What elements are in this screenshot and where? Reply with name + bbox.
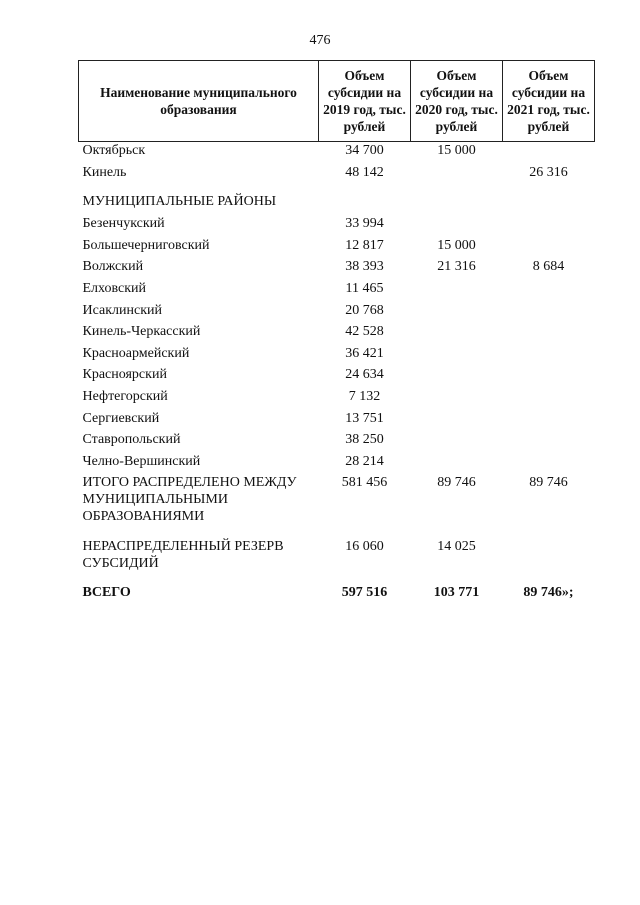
table-row xyxy=(79,215,595,237)
municipality-name: Кинель-Черкасский xyxy=(82,324,201,340)
value-2019: 36 421 xyxy=(345,345,384,361)
value-2020 xyxy=(411,280,503,302)
table-row xyxy=(79,431,595,453)
value-2021 xyxy=(503,302,595,324)
municipality-name: Нефтегорский xyxy=(82,388,168,404)
municipality-name: Елховский xyxy=(82,280,147,296)
total-2019: 597 516 xyxy=(341,585,388,601)
value-2019: 20 768 xyxy=(345,302,384,318)
municipality-name: Красноармейский xyxy=(82,345,190,361)
table-row xyxy=(79,280,595,302)
reserve-label: НЕРАСПРЕДЕЛЕННЫЙ РЕЗЕРВ СУБСИДИЙ xyxy=(82,539,284,572)
value-2020 xyxy=(411,164,503,186)
value-2019: 12 817 xyxy=(345,237,384,253)
value-2019: 13 751 xyxy=(345,410,384,426)
value-2020 xyxy=(411,388,503,410)
reserve-row xyxy=(79,530,595,580)
header-2019: Объем субсидии на 2019 год, тыс. рублей xyxy=(319,61,411,142)
table-row xyxy=(79,302,595,324)
value-2020 xyxy=(411,345,503,367)
section-title-districts: МУНИЦИПАЛЬНЫЕ РАЙОНЫ xyxy=(82,194,277,210)
value-2019: 38 250 xyxy=(345,432,384,448)
subtotal-row xyxy=(79,474,595,530)
value-2021 xyxy=(503,215,595,237)
subtotal-2021: 89 746 xyxy=(529,475,568,491)
value-2019: 11 465 xyxy=(345,280,384,296)
total-label: ВСЕГО xyxy=(82,585,131,601)
section-row xyxy=(79,185,595,215)
value-2021 xyxy=(503,388,595,410)
municipality-name: Челно-Вершинский xyxy=(82,453,201,469)
value-2020: 15 000 xyxy=(437,143,476,158)
municipality-name: Большечерниговский xyxy=(82,237,210,253)
reserve-2020: 14 025 xyxy=(437,539,476,555)
table-body xyxy=(79,142,595,603)
value-2019: 24 634 xyxy=(345,367,384,383)
municipality-name: Безенчукский xyxy=(82,216,165,232)
table-row xyxy=(79,388,595,410)
value-2021 xyxy=(503,431,595,453)
subsidies-table xyxy=(78,60,595,602)
table-row xyxy=(79,345,595,367)
value-2020 xyxy=(411,453,503,475)
table-row xyxy=(79,410,595,432)
value-2021 xyxy=(503,410,595,432)
value-2021 xyxy=(503,237,595,259)
table-row xyxy=(79,164,595,186)
total-row xyxy=(79,580,595,602)
value-2019: 38 393 xyxy=(345,259,384,275)
municipality-name: Исаклинский xyxy=(82,302,162,318)
table-row xyxy=(79,323,595,345)
value-2019: 33 994 xyxy=(345,216,384,232)
value-2019: 42 528 xyxy=(345,324,384,340)
value-2021 xyxy=(503,366,595,388)
value-2021 xyxy=(503,323,595,345)
table-row xyxy=(79,258,595,280)
value-2019: 28 214 xyxy=(345,453,384,469)
subtotal-label: ИТОГО РАСПРЕДЕЛЕНО МЕЖДУ МУНИЦИПАЛЬНЫМИ ОБРАЗОВАНИЯМИ xyxy=(82,475,297,525)
value-2019: 34 700 xyxy=(345,143,384,158)
total-2020: 103 771 xyxy=(433,585,480,601)
total-2021: 89 746»; xyxy=(523,585,574,601)
page-number: 476 xyxy=(309,33,331,48)
value-2019: 7 132 xyxy=(348,388,381,404)
municipality-name: Волжский xyxy=(82,259,144,275)
value-2020 xyxy=(411,410,503,432)
value-2020 xyxy=(411,302,503,324)
subtotal-2019: 581 456 xyxy=(341,475,388,491)
header-2021: Объем субсидии на 2021 год, тыс. рублей xyxy=(503,61,595,142)
table-row xyxy=(79,366,595,388)
value-2020 xyxy=(411,431,503,453)
value-2021 xyxy=(503,453,595,475)
municipality-name: Ставропольский xyxy=(82,432,181,448)
value-2021 xyxy=(503,345,595,367)
subtotal-2020: 89 746 xyxy=(437,475,476,491)
value-2020 xyxy=(411,366,503,388)
value-2020: 15 000 xyxy=(437,237,476,253)
table-row xyxy=(79,453,595,475)
municipality-name: Октябрьск xyxy=(82,143,146,158)
value-2020: 21 316 xyxy=(437,259,476,275)
table-row xyxy=(79,237,595,259)
value-2021: 8 684 xyxy=(532,259,565,275)
municipality-name: Красноярский xyxy=(82,367,167,383)
value-2021 xyxy=(503,142,595,164)
table-row xyxy=(79,142,595,164)
municipality-name: Кинель xyxy=(82,164,127,180)
value-2020 xyxy=(411,323,503,345)
value-2021: 26 316 xyxy=(529,164,568,180)
municipality-name: Сергиевский xyxy=(82,410,160,426)
table-header xyxy=(79,61,595,142)
value-2019: 48 142 xyxy=(345,164,384,180)
value-2020 xyxy=(411,215,503,237)
header-municipality: Наименование муниципального образования xyxy=(79,61,319,142)
reserve-2019: 16 060 xyxy=(345,539,384,555)
header-2020: Объем субсидии на 2020 год, тыс. рублей xyxy=(411,61,503,142)
reserve-2021 xyxy=(503,530,595,580)
value-2021 xyxy=(503,280,595,302)
